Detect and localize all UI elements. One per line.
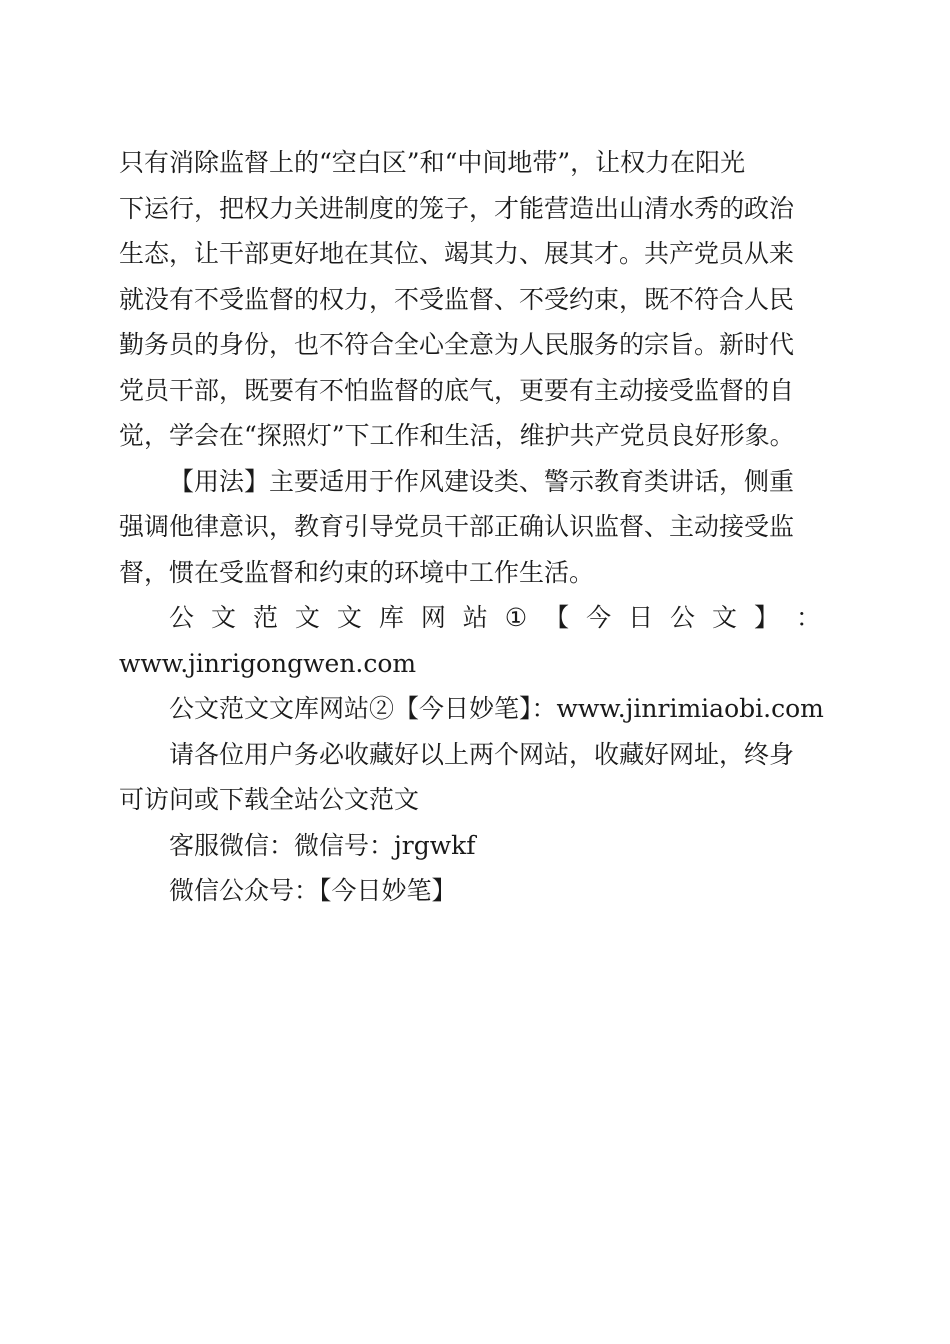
site-1-label-char: 】 [753, 603, 779, 632]
paragraph-service [119, 823, 821, 869]
text-line: 生态，让干部更好地在其位、竭其力、展其才。共产党员从来 [119, 239, 795, 268]
site-1-label-char: 今 [586, 603, 612, 632]
site-1-label-char: 日 [628, 603, 654, 632]
site-1-label-char: 库 [378, 603, 404, 632]
site-1-url[interactable]: www.jinrigongwen.com [119, 648, 417, 678]
site-2-text[interactable]: 公文范文文库网站②【今日妙笔】：www.jinrimiaobi.com [169, 694, 824, 723]
site-1-label-char: ： [795, 603, 821, 632]
site-1-label-char: 网 [420, 603, 446, 632]
text-line: 只有消除监督上的“空白区”和“中间地带”，让权力在阳光 [119, 148, 746, 177]
text-line: 【用法】主要适用于作风建设类、警示教育类讲话，侧重 [169, 466, 795, 496]
site-1-label-char: 文 [712, 603, 738, 632]
paragraph-supervision [119, 140, 821, 459]
paragraph-usage [119, 459, 821, 596]
site-1-label-char: 公 [670, 603, 696, 632]
site-1-label-char: 【 [544, 603, 570, 632]
text-line: 党员干部，既要有不怕监督的底气，更要有主动接受监督的自 [119, 375, 795, 405]
paragraph-site-1 [119, 595, 821, 686]
paragraph-notice [119, 732, 821, 823]
text-line: 督，惯在受监督和约束的环境中工作生活。 [119, 557, 595, 587]
text-line: 可访问或下载全站公文范文 [119, 785, 420, 814]
text-line: 下运行，把权力关进制度的笼子，才能营造出山清水秀的政治 [119, 193, 795, 223]
text-line: 就没有不受监督的权力，不受监督、不受约束，既不符合人民 [119, 284, 795, 314]
service-wechat-text: 客服微信：微信号：jrgwkf [169, 830, 476, 860]
paragraph-official-account [119, 868, 821, 914]
official-account-text: 微信公众号：【今日妙笔】 [169, 876, 457, 905]
text-line: 请各位用户务必收藏好以上两个网站，收藏好网址，终身 [169, 739, 795, 769]
text-line: 觉，学会在“探照灯”下工作和生活，维护共产党员良好形象。 [119, 421, 795, 450]
text-line: 勤务员的身份，也不符合全心全意为人民服务的宗旨。新时代 [119, 330, 795, 359]
site-1-label-char: 文 [294, 603, 320, 632]
site-1-label-char: 公 [169, 603, 195, 632]
site-1-label-char: 文 [336, 603, 362, 632]
site-1-label-char: 站 [462, 603, 488, 632]
site-1-label-char: 范 [252, 603, 278, 632]
site-1-label [119, 595, 821, 641]
text-line: 强调他律意识，教育引导党员干部正确认识监督、主动接受监 [119, 512, 795, 541]
document-body [119, 140, 824, 914]
site-1-label-char: ① [504, 603, 528, 632]
site-1-label-char: 文 [210, 603, 236, 632]
paragraph-site-2 [119, 686, 824, 732]
